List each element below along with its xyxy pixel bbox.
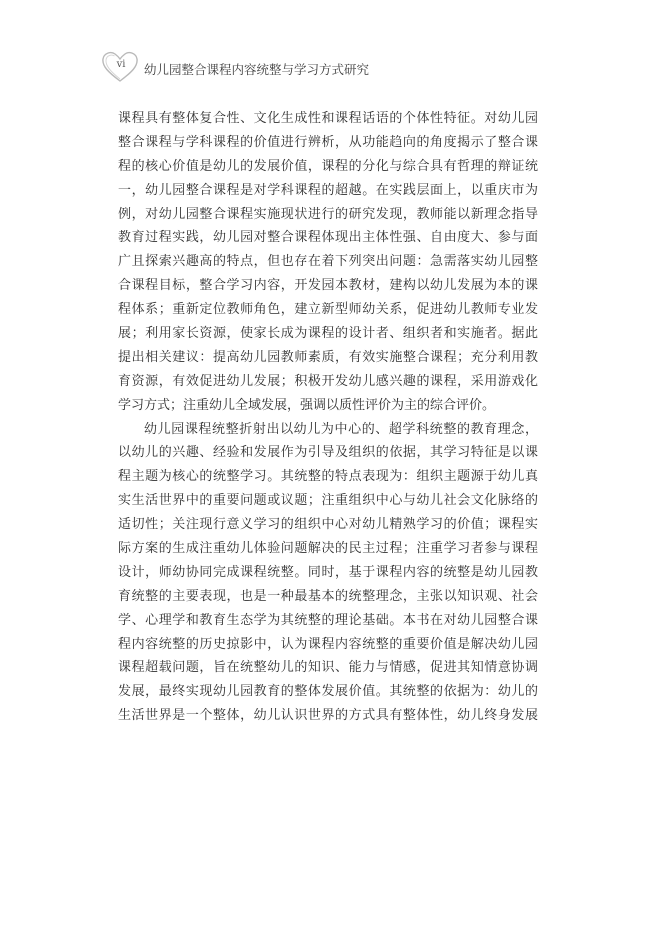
text-line: 程的核心价值是幼儿的发展价值，课程的分化与综合具有哲理的辩证统 (118, 158, 538, 174)
text-line: 例，对幼儿园整合课程实施现状进行的研究发现，教师能以新理念指导 (118, 206, 538, 222)
text-line: 提出相关建议：提高幼儿园教师素质，有效实施整合课程；充分利用教 (118, 349, 538, 365)
text-line: 育统整的主要表现，也是一种最基本的统整理念，主张以知识观、社会 (118, 588, 538, 604)
text-line: 程主题为核心的统整学习。其统整的特点表现为：组织主题源于幼儿真 (118, 469, 538, 485)
page-number: vi (116, 59, 126, 70)
text-line: 学习方式；注重幼儿全域发展，强调以质性评价为主的综合评价。 (118, 397, 496, 413)
text-line: 实生活世界中的重要问题或议题；注重组织中心与幼儿社会文化脉络的 (118, 493, 538, 509)
text-line: 程内容统整的历史掠影中，认为课程内容统整的重要价值是解决幼儿园 (118, 636, 538, 652)
text-line: 广且探索兴趣高的特点，但也存在着下列突出问题：急需落实幼儿园整 (118, 254, 538, 270)
body-text (118, 107, 538, 728)
text-line: 一，幼儿园整合课程是对学科课程的超越。在实践层面上，以重庆市为 (118, 182, 538, 198)
page-header (100, 50, 560, 84)
running-title: 幼儿园整合课程内容统整与学习方式研究 (144, 62, 370, 77)
text-line: 课程具有整体复合性、文化生成性和课程话语的个体性特征。对幼儿园 (118, 111, 538, 126)
text-line: 幼儿园课程统整折射出以幼儿为中心的、超学科统整的教育理念， (144, 421, 538, 437)
text-line: 生活世界是一个整体，幼儿认识世界的方式具有整体性，幼儿终身发展 (118, 708, 538, 724)
paragraph (118, 107, 538, 418)
text-line: 程体系；重新定位教师角色，建立新型师幼关系，促进幼儿教师专业发 (118, 302, 538, 318)
text-line: 整合课程与学科课程的价值进行辨析，从功能趋向的角度揭示了整合课 (118, 134, 538, 150)
text-line: 发展，最终实现幼儿园教育的整体发展价值。其统整的依据为：幼儿的 (118, 684, 538, 700)
paragraph (118, 418, 538, 729)
text-line: 适切性；关注现行意义学习的组织中心对幼儿精熟学习的价值；课程实 (118, 517, 538, 533)
text-line: 设计，师幼协同完成课程统整。同时，基于课程内容的统整是幼儿园教 (118, 564, 538, 580)
text-line: 展；利用家长资源，使家长成为课程的设计者、组织者和实施者。据此 (118, 326, 538, 342)
text-line: 育资源，有效促进幼儿发展；积极开发幼儿感兴趣的课程，采用游戏化 (118, 373, 538, 389)
text-line: 学、心理学和教育生态学为其统整的理论基础。本书在对幼儿园整合课 (118, 612, 538, 628)
text-line: 际方案的生成注重幼儿体验问题解决的民主过程；注重学习者参与课程 (118, 541, 538, 557)
text-line: 教育过程实践，幼儿园对整合课程体现出主体性强、自由度大、参与面 (118, 230, 538, 246)
text-line: 以幼儿的兴趣、经验和发展作为引导及组织的依据，其学习特征是以课 (118, 445, 538, 461)
text-line: 课程超载问题，旨在统整幼儿的知识、能力与情感，促进其知情意协调 (118, 660, 538, 676)
text-line: 合课程目标，整合学习内容，开发园本教材，建构以幼儿发展为本的课 (118, 278, 538, 294)
